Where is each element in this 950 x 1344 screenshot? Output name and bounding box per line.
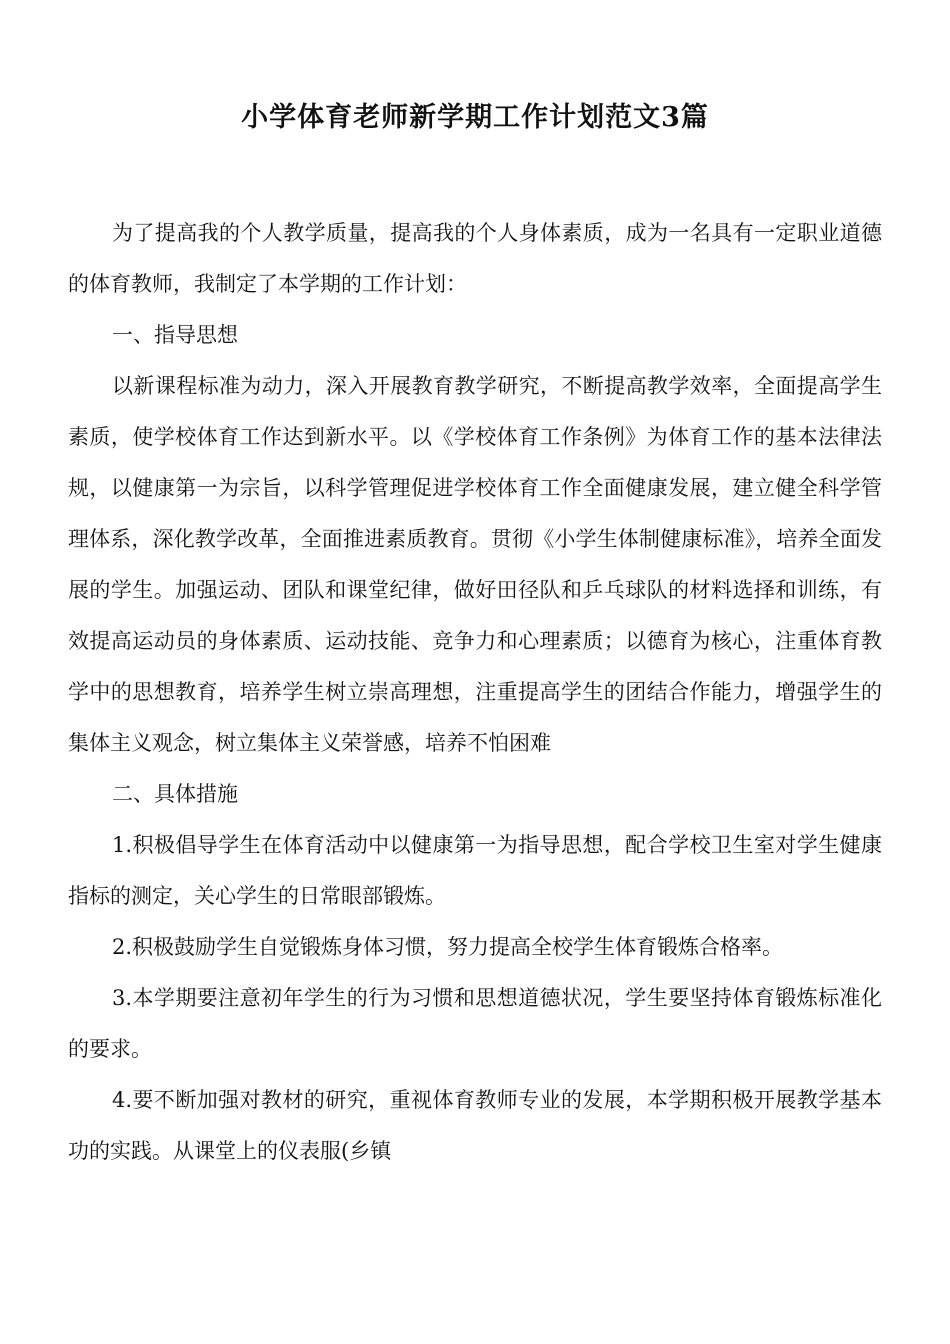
document-body bbox=[68, 208, 882, 1177]
intro-paragraph: 为了提高我的个人教学质量，提高我的个人身体素质，成为一名具有一定职业道德的体育教师，我制定了本学期的工作计划： bbox=[68, 221, 882, 296]
measure-item-2: 2.积极鼓励学生自觉锻炼身体习惯，努力提高全校学生体育锻炼合格率。 bbox=[112, 935, 784, 959]
guiding-thought-paragraph: 以新课程标准为动力，深入开展教育教学研究，不断提高教学效率，全面提高学生素质，使学校体育工作达到新水平。以《学校体育工作条例》为体育工作的基本法律法规，以健康第一为宗旨，以科学管理促进学校体育工作全面健康发展，建立健全科学管理体系，深化教学改革，全面推进素质教育。贯彻《小学生体制健康标准》，培养全面发展的学生。加强运动、团队和课堂纪律，做好田径队和乒乓球队的材料选择和训练，有效提高运动员的身体素质、运动技能、竞争力和心理素质；以德育为核心，注重体育教学中的思想教育，培养学生树立崇高理想，注重提高学生的团结合作能力，增强学生的集体主义观念，树立集体主义荣誉感，培养不怕困难 bbox=[68, 374, 882, 755]
measure-item-1: 1.积极倡导学生在体育活动中以健康第一为指导思想，配合学校卫生室对学生健康指标的测定，关心学生的日常眼部锻炼。 bbox=[68, 833, 882, 908]
measure-item-3: 3.本学期要注意初年学生的行为习惯和思想道德状况，学生要坚持体育锻炼标准化的要求。 bbox=[68, 986, 882, 1061]
section-heading-guiding-thought: 一、指导思想 bbox=[112, 323, 238, 347]
section-heading-specific-measures: 二、具体措施 bbox=[112, 782, 238, 806]
document-title: 小学体育老师新学期工作计划范文3篇 bbox=[241, 102, 709, 133]
measure-item-4: 4.要不断加强对教材的研究，重视体育教师专业的发展，本学期积极开展教学基本功的实践。从课堂上的仪表服(乡镇 bbox=[68, 1088, 882, 1163]
